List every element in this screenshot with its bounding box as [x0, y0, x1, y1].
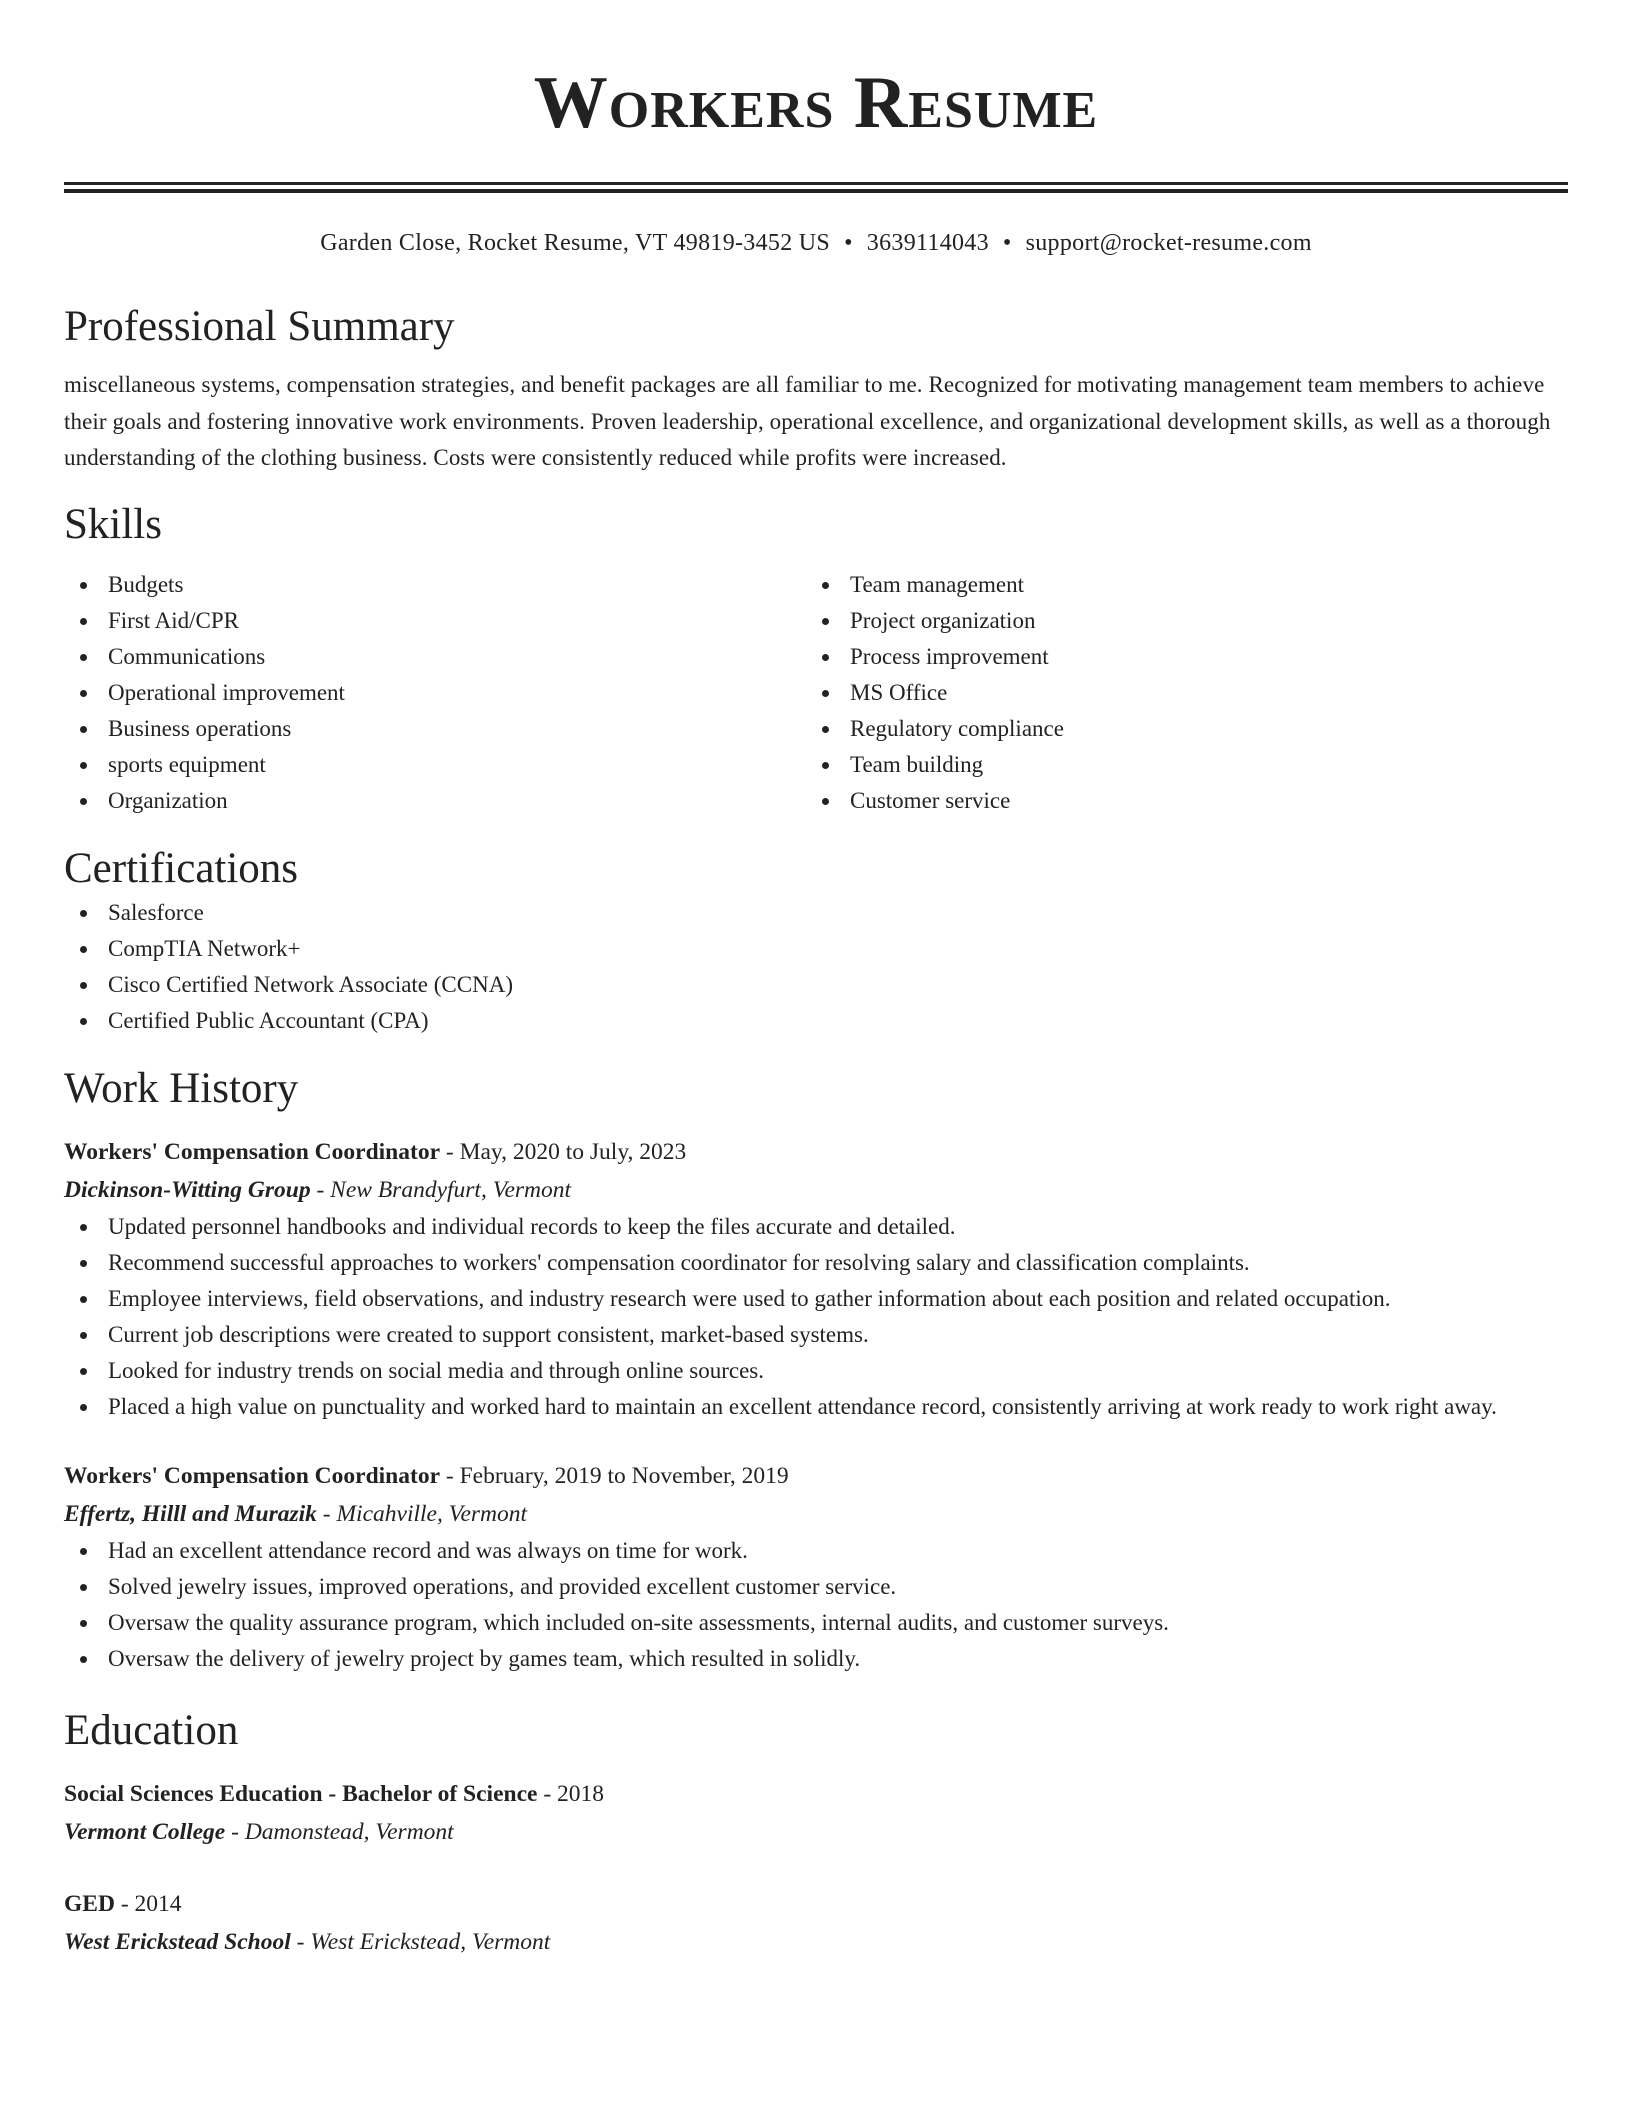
- certifications-list: [64, 895, 1568, 1039]
- job-bullet: Recommend successful approaches to workers' compensation coordinator for resolving salary and classification complaints.: [64, 1245, 1568, 1281]
- work-history-section: [64, 1063, 1568, 1677]
- summary-heading: Professional Summary: [64, 303, 455, 350]
- job-bullet: Employee interviews, field observations, and industry research were used to gather information about each position and related occupation.: [64, 1281, 1568, 1317]
- education-location: - West Erickstead, Vermont: [290, 1928, 551, 1955]
- education-degree: Social Sciences Education - Bachelor of Science: [64, 1780, 538, 1807]
- job-entry: [64, 1133, 1568, 1425]
- job-title: Workers' Compensation Coordinator: [64, 1138, 440, 1165]
- education-heading: Education: [64, 1706, 239, 1754]
- contact-line: [64, 227, 1568, 259]
- summary-text: miscellaneous systems, compensation strategies, and benefit packages are all familiar to me. Recognized for motivating management team members to achieve their goals and fostering innovative work environments. Proven leadership, operational excellence, and organizational development skills, as well as a thorough understanding of the clothing business. Costs were consistently reduced while profits were increased.: [64, 372, 1551, 470]
- education-degree: GED: [64, 1890, 115, 1917]
- job-company: Dickinson-Witting Group: [64, 1176, 311, 1203]
- contact-phone: 3639114043: [866, 230, 989, 256]
- resume-title: Workers Resume: [533, 62, 1099, 144]
- skills-list-right: [806, 567, 1548, 819]
- contact-separator: •: [1002, 230, 1012, 256]
- education-location: - Damonstead, Vermont: [225, 1818, 454, 1845]
- skill-item: Team building: [806, 747, 1548, 783]
- job-employer: [64, 1495, 1568, 1533]
- job-employer: [64, 1171, 1568, 1209]
- education-school: Vermont College: [64, 1818, 226, 1845]
- job-bullet-list: [64, 1209, 1568, 1425]
- skills-grid: [64, 567, 1568, 819]
- skill-item: Organization: [64, 783, 806, 819]
- certification-item: CompTIA Network+: [64, 931, 1568, 967]
- skill-item: MS Office: [806, 675, 1548, 711]
- skill-item: Business operations: [64, 711, 806, 747]
- education-year: - 2014: [114, 1890, 182, 1917]
- summary-section: [64, 301, 1568, 477]
- title-divider: [64, 182, 1568, 193]
- job-header: [64, 1457, 1568, 1495]
- skill-item: Regulatory compliance: [806, 711, 1548, 747]
- certification-item: Cisco Certified Network Associate (CCNA): [64, 967, 1568, 1003]
- education-entry: [64, 1885, 1568, 1961]
- education-institution: [64, 1813, 1568, 1851]
- job-dates: - May, 2020 to July, 2023: [440, 1138, 687, 1165]
- job-company: Effertz, Hilll and Murazik: [64, 1500, 317, 1527]
- skill-item: Team management: [806, 567, 1548, 603]
- skills-section: [64, 499, 1568, 819]
- job-bullet: Placed a high value on punctuality and worked hard to maintain an excellent attendance record, consistently arriving at work ready to work right away.: [64, 1389, 1568, 1425]
- education-section: [64, 1705, 1568, 1961]
- contact-address: Garden Close, Rocket Resume, VT 49819-3452 US: [320, 230, 831, 256]
- certifications-heading: Certifications: [64, 844, 299, 892]
- education-header: [64, 1775, 1568, 1813]
- job-bullet: Current job descriptions were created to support consistent, market-based systems.: [64, 1317, 1568, 1353]
- education-entry: [64, 1775, 1568, 1851]
- skills-heading: Skills: [64, 500, 162, 548]
- education-institution: [64, 1923, 1568, 1961]
- skill-item: Communications: [64, 639, 806, 675]
- job-dates: - February, 2019 to November, 2019: [440, 1462, 789, 1489]
- job-bullet: Had an excellent attendance record and was always on time for work.: [64, 1533, 1568, 1569]
- education-header: [64, 1885, 1568, 1923]
- job-bullet-list: [64, 1533, 1568, 1677]
- skill-item: Process improvement: [806, 639, 1548, 675]
- job-bullet: Updated personnel handbooks and individual records to keep the files accurate and detailed.: [64, 1209, 1568, 1245]
- job-entry: [64, 1457, 1568, 1677]
- education-school: West Erickstead School: [64, 1928, 291, 1955]
- skill-item: Budgets: [64, 567, 806, 603]
- job-bullet: Oversaw the delivery of jewelry project by games team, which resulted in solidly.: [64, 1641, 1568, 1677]
- certification-item: Salesforce: [64, 895, 1568, 931]
- job-title: Workers' Compensation Coordinator: [64, 1462, 440, 1489]
- job-bullet: Oversaw the quality assurance program, which included on-site assessments, internal audits, and customer surveys.: [64, 1605, 1568, 1641]
- work-history-heading: Work History: [64, 1064, 299, 1112]
- skill-item: Customer service: [806, 783, 1548, 819]
- education-year: - 2018: [537, 1780, 605, 1807]
- contact-separator: •: [844, 230, 853, 256]
- skills-list-left: [64, 567, 806, 819]
- skill-item: Project organization: [806, 603, 1548, 639]
- skill-item: sports equipment: [64, 747, 806, 783]
- certification-item: Certified Public Accountant (CPA): [64, 1003, 1568, 1039]
- job-location: - New Brandyfurt, Vermont: [310, 1176, 572, 1203]
- job-header: [64, 1133, 1568, 1171]
- skill-item: Operational improvement: [64, 675, 806, 711]
- contact-email: support@rocket-resume.com: [1025, 230, 1312, 256]
- certifications-section: [64, 843, 1568, 1039]
- skill-item: First Aid/CPR: [64, 603, 806, 639]
- job-location: - Micahville, Vermont: [316, 1500, 528, 1527]
- job-bullet: Solved jewelry issues, improved operations, and provided excellent customer service.: [64, 1569, 1568, 1605]
- job-bullet: Looked for industry trends on social media and through online sources.: [64, 1353, 1568, 1389]
